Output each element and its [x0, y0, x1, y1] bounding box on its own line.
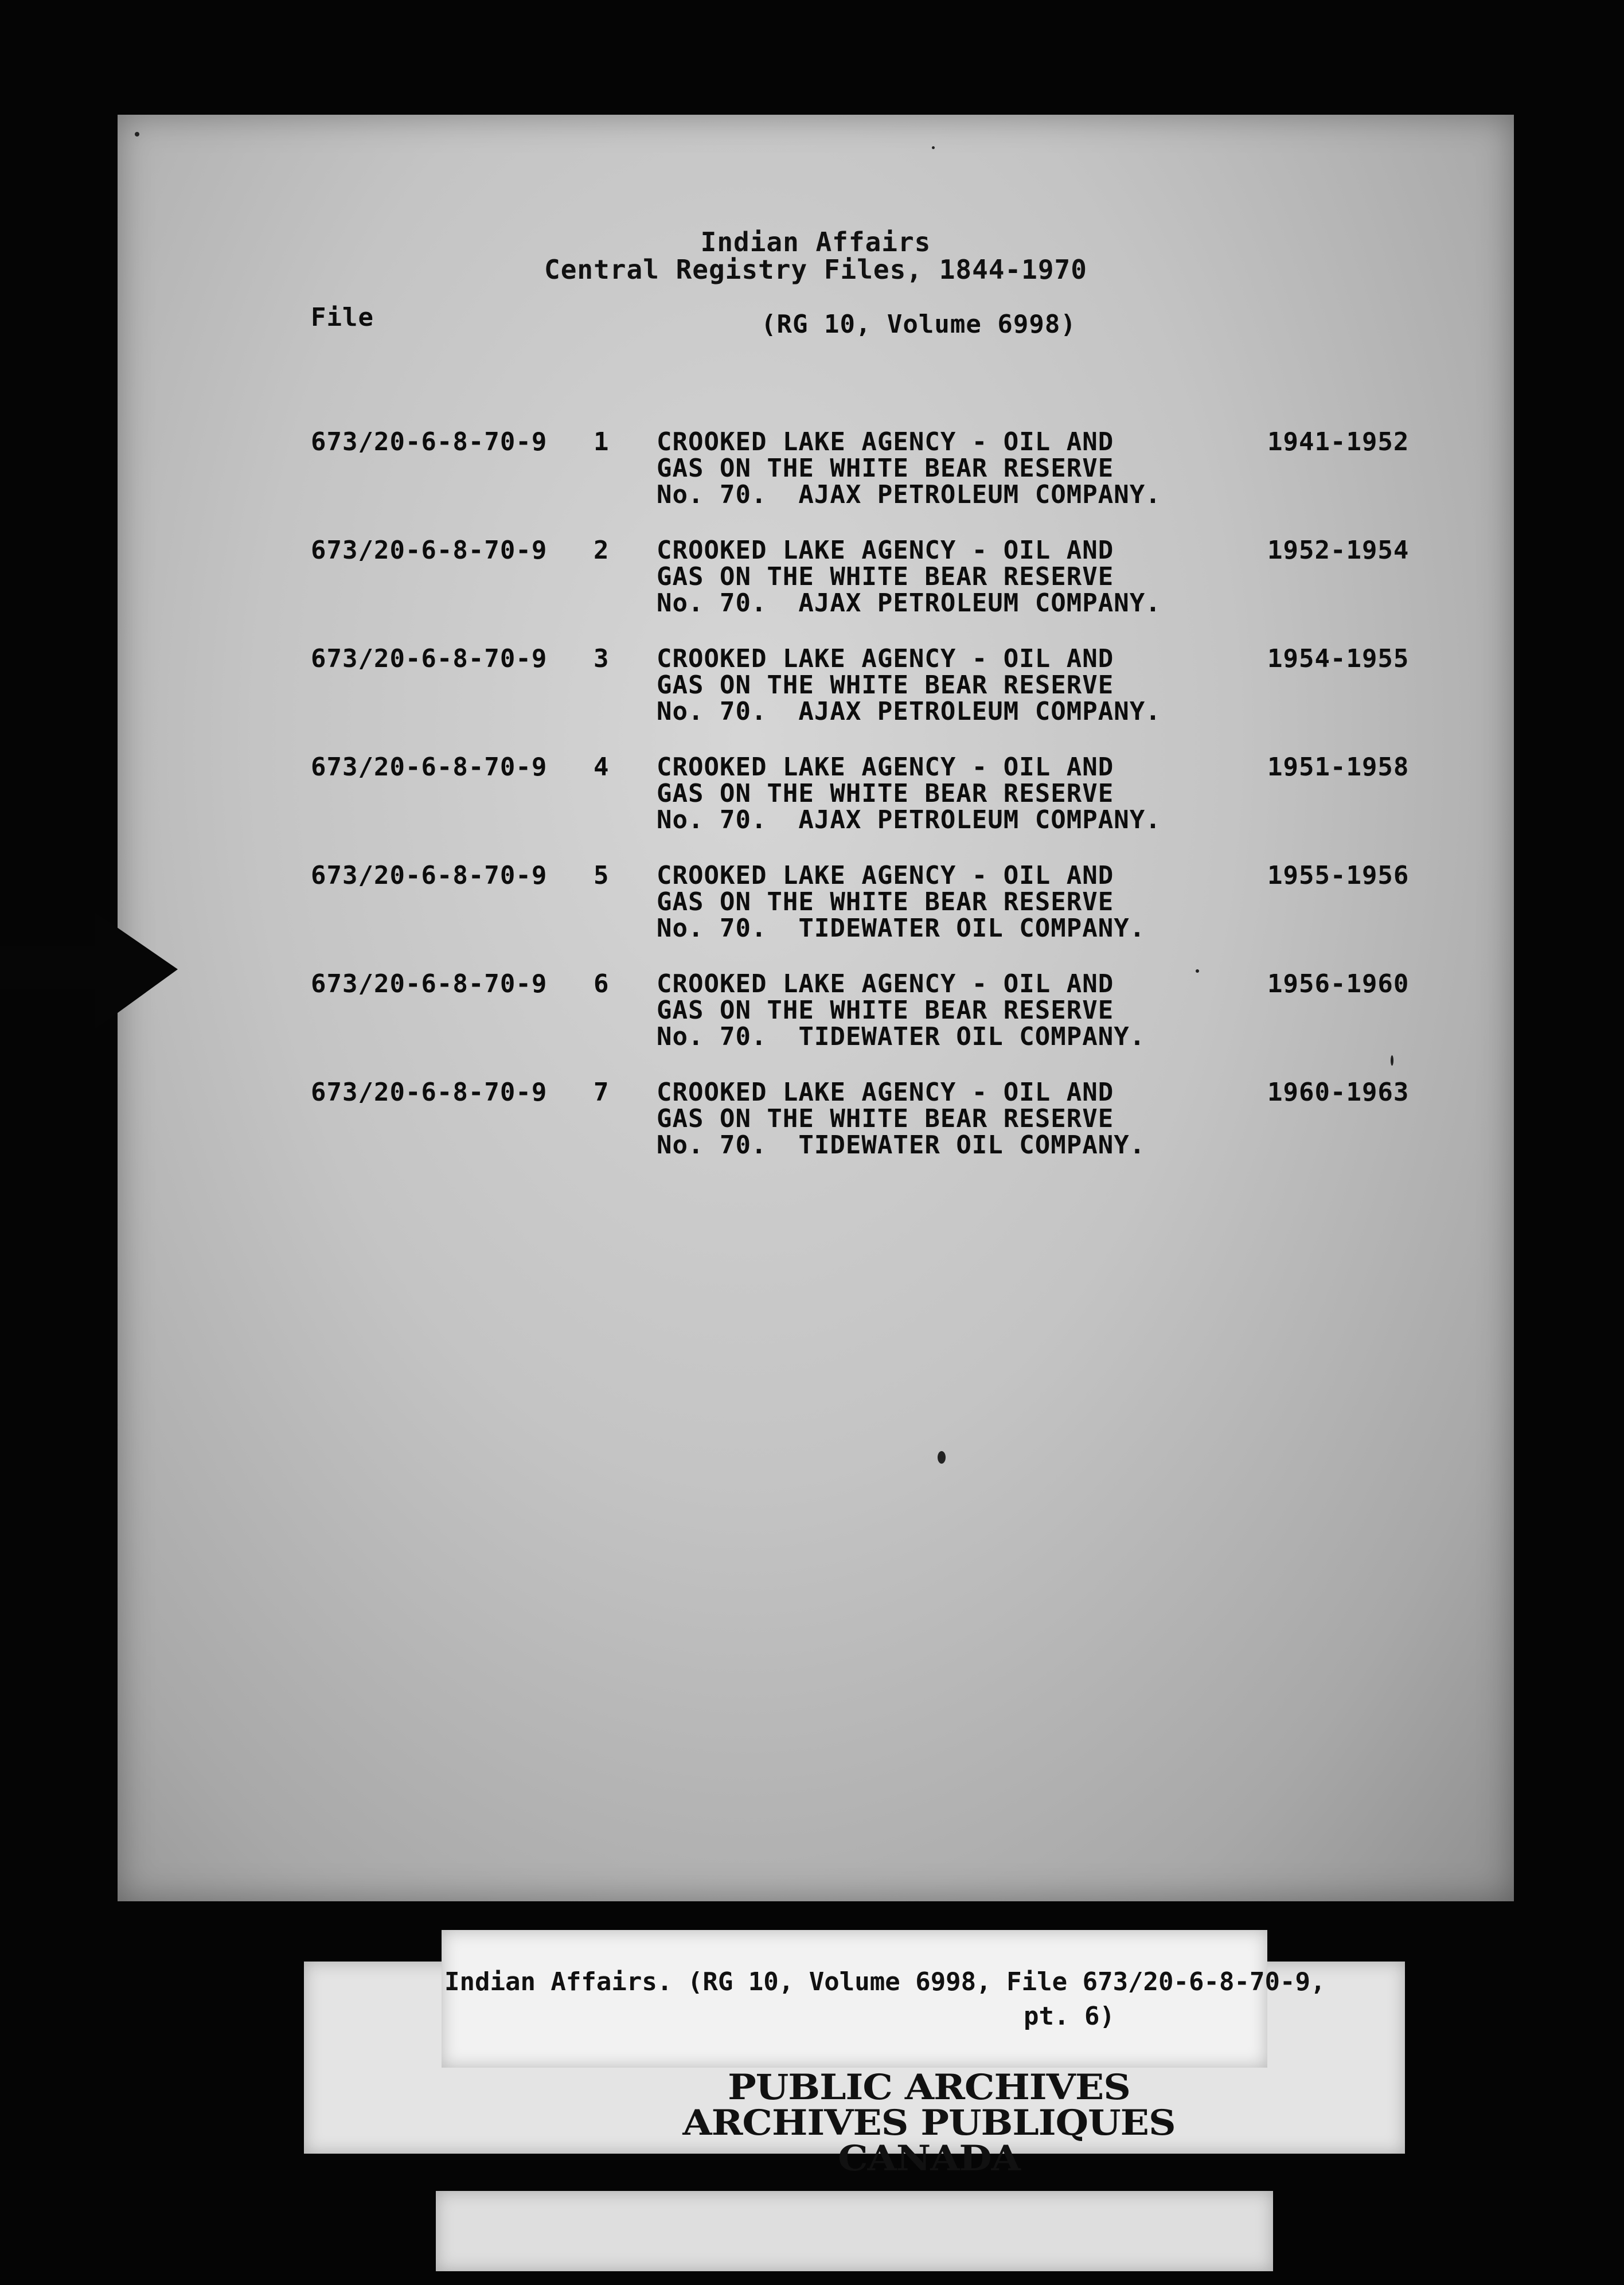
- description-line-1: CROOKED LAKE AGENCY - OIL AND: [657, 969, 1114, 999]
- archive-stamp-line-2: ARCHIVES PUBLIQUES: [682, 2102, 1176, 2143]
- file-number: 673/20-6-8-70-9: [311, 644, 548, 673]
- file-number: 673/20-6-8-70-9: [311, 752, 548, 782]
- description-line-2: GAS ON THE WHITE BEAR RESERVE: [657, 996, 1114, 1025]
- file-column-label: File: [311, 303, 374, 332]
- part-number: 3: [594, 644, 610, 673]
- description-line-1: CROOKED LAKE AGENCY - OIL AND: [657, 1078, 1114, 1107]
- part-number: 5: [594, 861, 610, 890]
- description-line-1: CROOKED LAKE AGENCY - OIL AND: [657, 752, 1114, 782]
- part-number: 2: [594, 536, 610, 565]
- archive-stamp-line-3: CANADA: [838, 2138, 1020, 2179]
- caption-line-2: pt. 6): [1024, 2002, 1115, 2031]
- description-line-2: GAS ON THE WHITE BEAR RESERVE: [657, 1104, 1114, 1133]
- description-line-1: CROOKED LAKE AGENCY - OIL AND: [657, 861, 1114, 890]
- description-line-2: GAS ON THE WHITE BEAR RESERVE: [657, 887, 1114, 917]
- speck: [1391, 1055, 1393, 1066]
- date-range: 1941-1952: [1267, 427, 1410, 457]
- description-line-1: CROOKED LAKE AGENCY - OIL AND: [657, 536, 1114, 565]
- part-number: 4: [594, 752, 610, 782]
- pointer-arrow-icon: [0, 912, 184, 1038]
- part-number: 1: [594, 427, 610, 457]
- description-line-3: No. 70. TIDEWATER OIL COMPANY.: [657, 1022, 1146, 1051]
- file-number: 673/20-6-8-70-9: [311, 427, 548, 457]
- description-line-3: No. 70. AJAX PETROLEUM COMPANY.: [657, 480, 1161, 509]
- description-line-1: CROOKED LAKE AGENCY - OIL AND: [657, 644, 1114, 673]
- date-range: 1956-1960: [1267, 969, 1410, 999]
- description-line-3: No. 70. TIDEWATER OIL COMPANY.: [657, 1130, 1146, 1160]
- description-line-3: No. 70. AJAX PETROLEUM COMPANY.: [657, 588, 1161, 618]
- description-line-3: No. 70. AJAX PETROLEUM COMPANY.: [657, 805, 1161, 835]
- description-line-2: GAS ON THE WHITE BEAR RESERVE: [657, 779, 1114, 808]
- file-number: 673/20-6-8-70-9: [311, 969, 548, 999]
- document-page: [118, 115, 1514, 1901]
- speck: [135, 132, 139, 137]
- file-number: 673/20-6-8-70-9: [311, 861, 548, 890]
- description-line-3: No. 70. TIDEWATER OIL COMPANY.: [657, 914, 1146, 943]
- document-subtitle: Central Registry Files, 1844-1970: [544, 254, 1087, 285]
- date-range: 1955-1956: [1267, 861, 1410, 890]
- lower-slip: [436, 2191, 1273, 2271]
- speck: [1196, 969, 1199, 973]
- date-range: 1960-1963: [1267, 1078, 1410, 1107]
- description-line-2: GAS ON THE WHITE BEAR RESERVE: [657, 670, 1114, 700]
- caption-line-1: Indian Affairs. (RG 10, Volume 6998, File 673/20-6-8-70-9,: [444, 1967, 1326, 1997]
- description-line-3: No. 70. AJAX PETROLEUM COMPANY.: [657, 697, 1161, 726]
- caption-slip: [442, 1930, 1267, 2068]
- description-line-1: CROOKED LAKE AGENCY - OIL AND: [657, 427, 1114, 457]
- document-title: Indian Affairs: [700, 227, 931, 258]
- file-number: 673/20-6-8-70-9: [311, 536, 548, 565]
- date-range: 1952-1954: [1267, 536, 1410, 565]
- description-line-2: GAS ON THE WHITE BEAR RESERVE: [657, 562, 1114, 591]
- date-range: 1951-1958: [1267, 752, 1410, 782]
- speck: [932, 146, 935, 149]
- description-line-2: GAS ON THE WHITE BEAR RESERVE: [657, 454, 1114, 483]
- volume-reference: (RG 10, Volume 6998): [761, 310, 1076, 339]
- part-number: 7: [594, 1078, 610, 1107]
- date-range: 1954-1955: [1267, 644, 1410, 673]
- part-number: 6: [594, 969, 610, 999]
- speck: [938, 1451, 946, 1464]
- archive-stamp-line-1: PUBLIC ARCHIVES: [728, 2066, 1130, 2108]
- file-number: 673/20-6-8-70-9: [311, 1078, 548, 1107]
